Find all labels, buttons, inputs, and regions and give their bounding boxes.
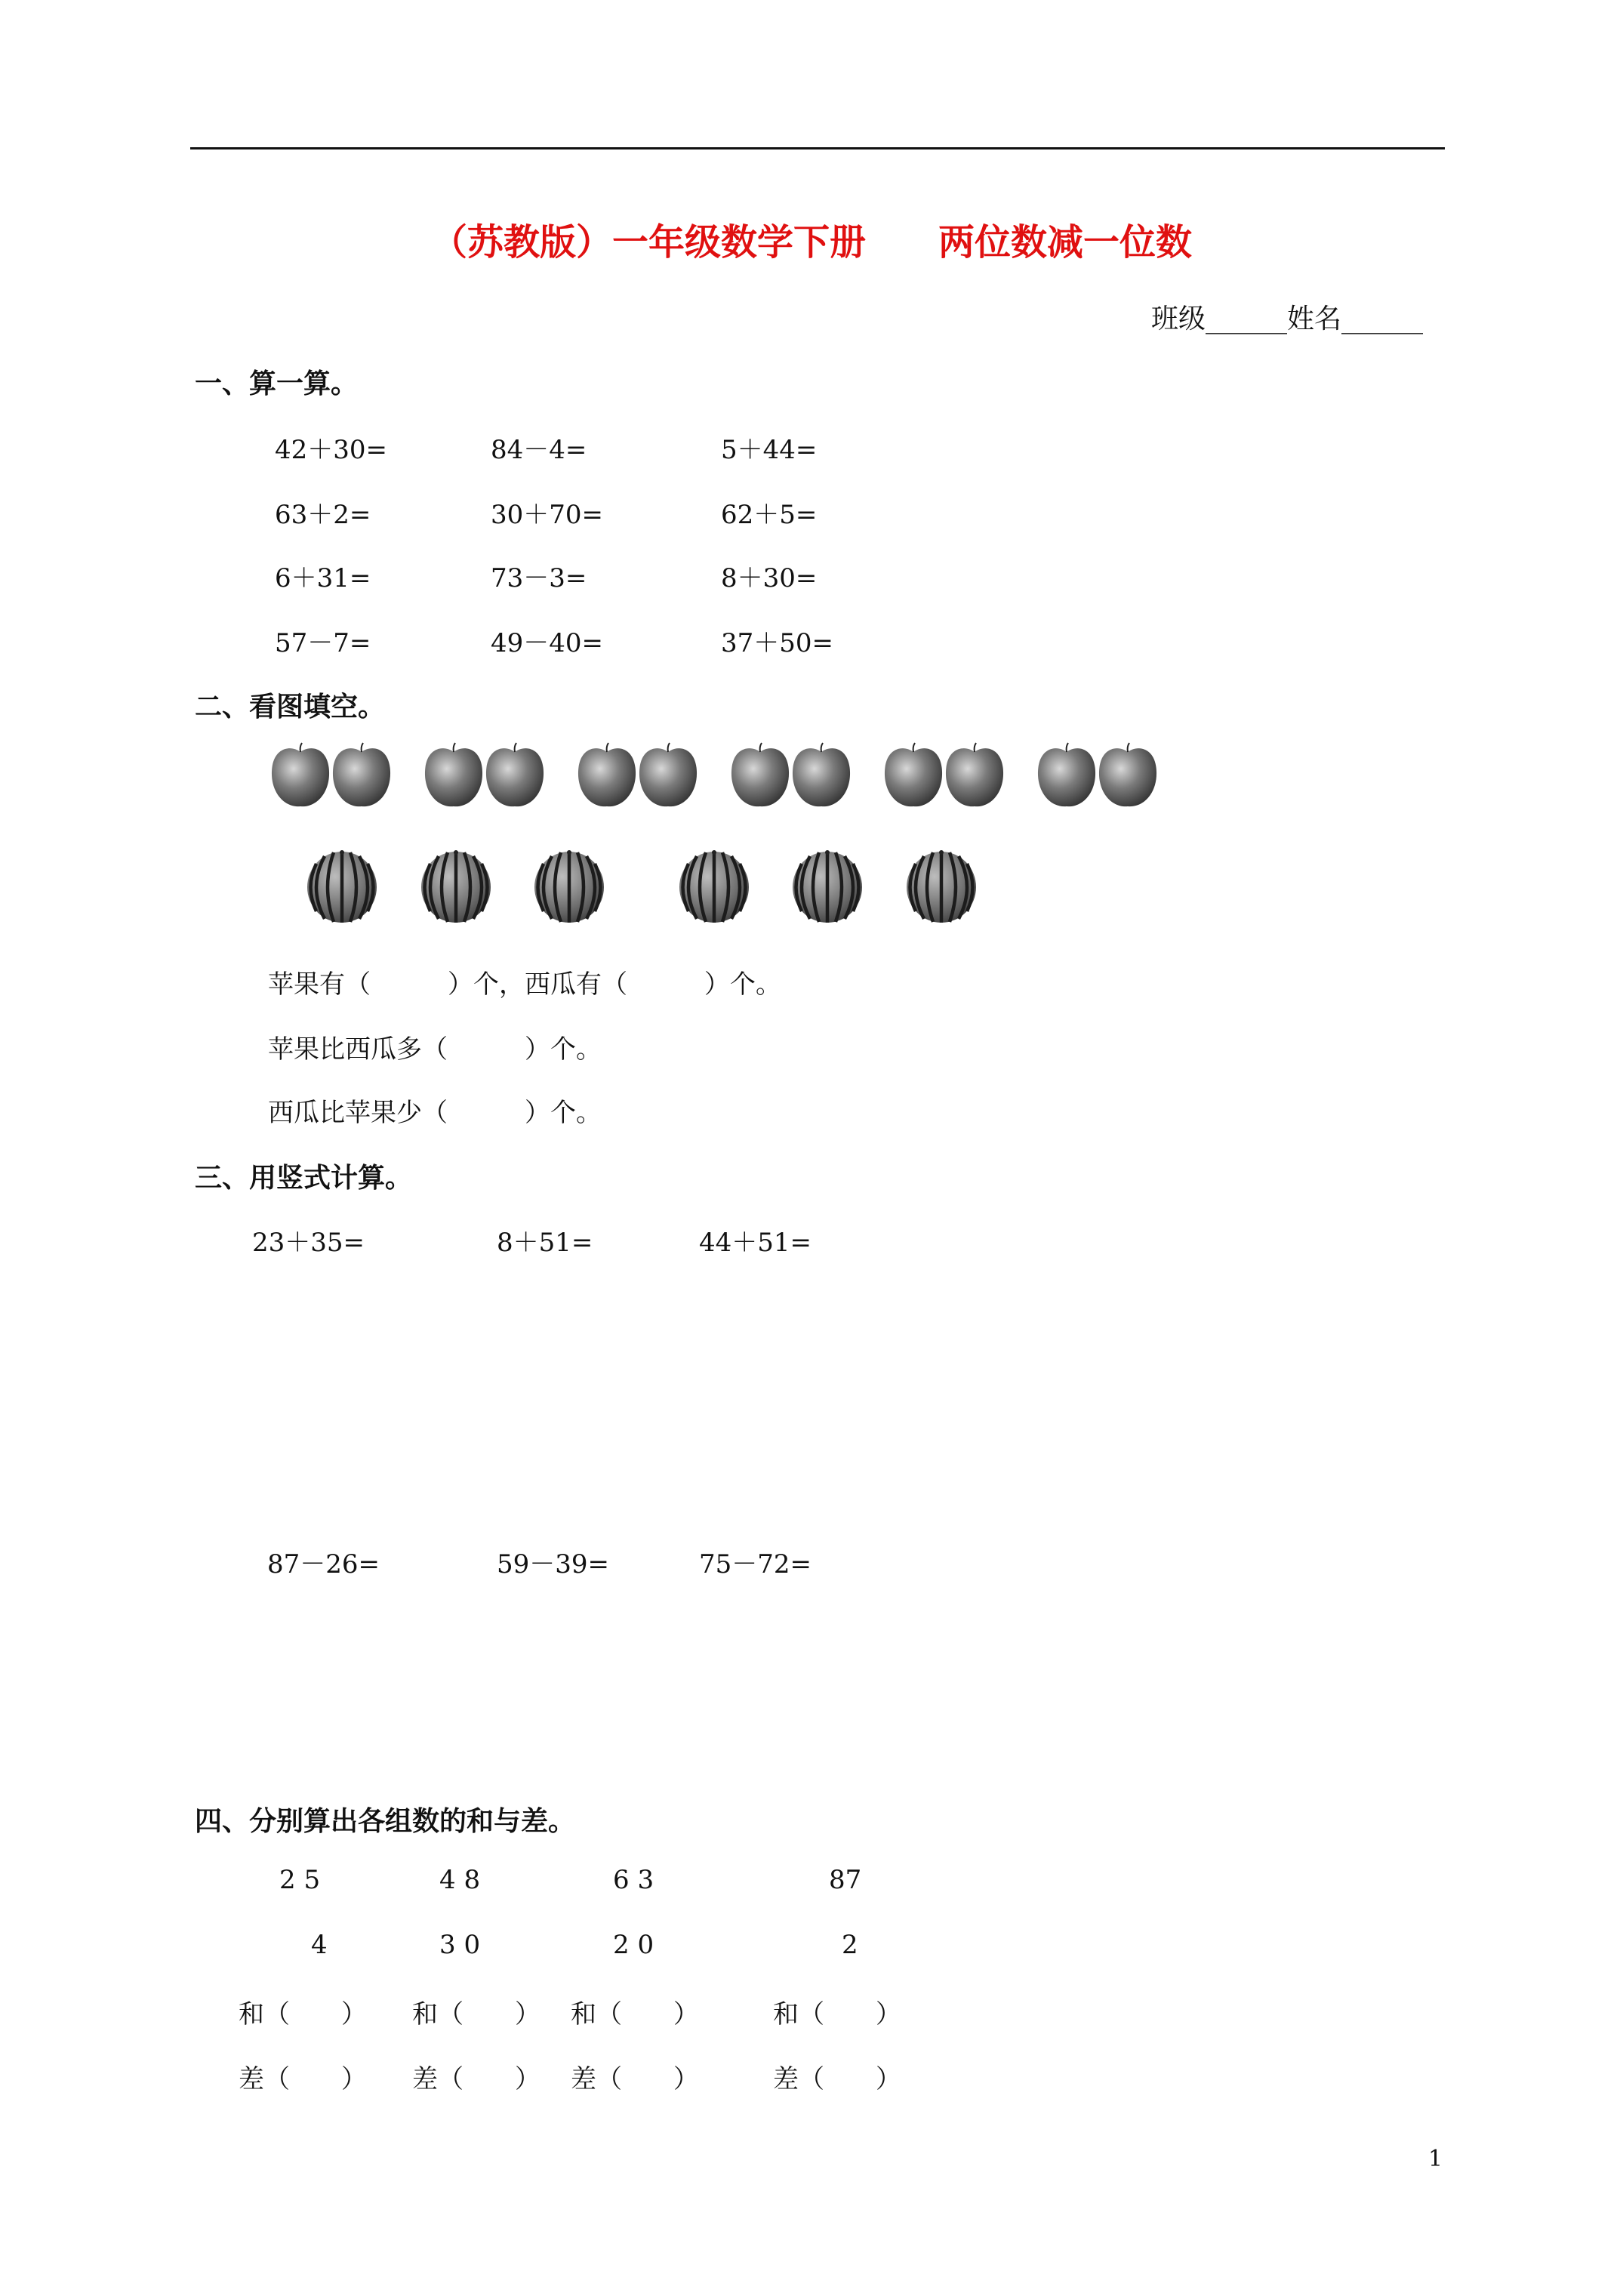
difference-blank: 差（ ） bbox=[412, 2064, 540, 2094]
apple-image bbox=[268, 741, 333, 812]
header-rule bbox=[190, 147, 1445, 149]
vertical-problem: 8＋51= bbox=[497, 1228, 593, 1258]
page-number: 1 bbox=[1428, 2146, 1443, 2172]
problem: 30＋70= bbox=[491, 500, 604, 530]
problem: 5＋44= bbox=[721, 435, 818, 465]
apple-image bbox=[1034, 741, 1099, 812]
apple-image bbox=[636, 741, 701, 812]
class-name-line: 班级______姓名______ bbox=[1151, 304, 1424, 334]
problem: 6＋31= bbox=[275, 563, 371, 593]
fill-line-more: 苹果比西瓜多（ ）个。 bbox=[268, 1034, 602, 1065]
sum-blank: 和（ ） bbox=[239, 1999, 367, 2029]
difference-blank: 差（ ） bbox=[239, 2064, 367, 2094]
group-top-number: 6 3 bbox=[613, 1865, 654, 1895]
group-top-number: 4 8 bbox=[439, 1865, 481, 1895]
problem: 62＋5= bbox=[721, 500, 818, 530]
difference-blank: 差（ ） bbox=[571, 2064, 699, 2094]
vertical-problem: 87－26= bbox=[267, 1549, 380, 1579]
vertical-problem: 44＋51= bbox=[699, 1228, 812, 1258]
vertical-problem: 23＋35= bbox=[252, 1228, 365, 1258]
apple-image bbox=[1095, 741, 1160, 812]
group-top-number: 87 bbox=[829, 1865, 862, 1895]
apple-image bbox=[881, 741, 946, 812]
section1-heading: 一、算一算。 bbox=[195, 368, 359, 399]
apple-image bbox=[728, 741, 793, 812]
problem: 42＋30= bbox=[275, 435, 388, 465]
problem: 37＋50= bbox=[721, 628, 834, 658]
problem: 49－40= bbox=[491, 628, 604, 658]
sum-blank: 和（ ） bbox=[773, 1999, 901, 2029]
group-bottom-number: 2 bbox=[842, 1930, 858, 1960]
vertical-problem: 75－72= bbox=[699, 1549, 812, 1579]
apple-image bbox=[482, 741, 547, 812]
sum-blank: 和（ ） bbox=[412, 1999, 540, 2029]
watermelon-image bbox=[305, 847, 379, 927]
fill-line-less: 西瓜比苹果少（ ）个。 bbox=[268, 1098, 602, 1128]
watermelon-image bbox=[532, 847, 606, 927]
difference-blank: 差（ ） bbox=[773, 2064, 901, 2094]
group-top-number: 2 5 bbox=[279, 1865, 321, 1895]
problem: 57－7= bbox=[275, 628, 371, 658]
group-bottom-number: 4 bbox=[311, 1930, 328, 1960]
fill-line-counts: 苹果有（ ）个，西瓜有（ ）个。 bbox=[268, 969, 781, 1000]
problem: 73－3= bbox=[491, 563, 587, 593]
apple-image bbox=[421, 741, 486, 812]
watermelon-image bbox=[419, 847, 493, 927]
apple-image bbox=[329, 741, 394, 812]
apple-image bbox=[574, 741, 639, 812]
problem: 8＋30= bbox=[721, 563, 818, 593]
watermelon-image bbox=[904, 847, 978, 927]
group-bottom-number: 3 0 bbox=[439, 1930, 481, 1960]
apple-image bbox=[789, 741, 854, 812]
section2-heading: 二、看图填空。 bbox=[195, 692, 386, 723]
page-title: （苏教版）一年级数学下册 两位数减一位数 bbox=[430, 221, 1192, 264]
apple-image bbox=[942, 741, 1007, 812]
vertical-problem: 59－39= bbox=[497, 1549, 610, 1579]
problem: 63＋2= bbox=[275, 500, 371, 530]
group-bottom-number: 2 0 bbox=[613, 1930, 654, 1960]
section3-heading: 三、用竖式计算。 bbox=[195, 1163, 413, 1194]
watermelon-image bbox=[677, 847, 751, 927]
sum-blank: 和（ ） bbox=[571, 1999, 699, 2029]
problem: 84－4= bbox=[491, 435, 587, 465]
section4-heading: 四、分别算出各组数的和与差。 bbox=[195, 1806, 576, 1837]
watermelon-image bbox=[790, 847, 864, 927]
